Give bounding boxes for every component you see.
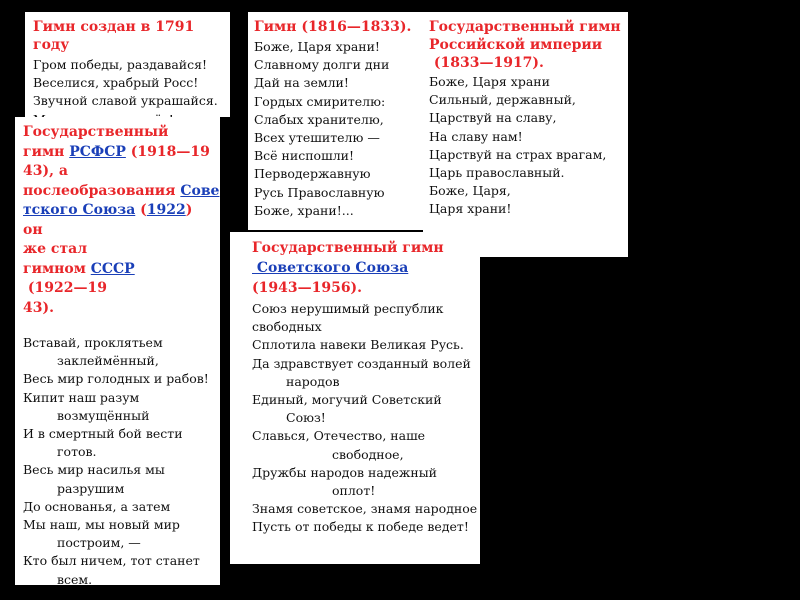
verse-line: Боже, Царя храни! <box>254 39 380 54</box>
verse-line: На славу нам! <box>429 128 523 144</box>
title-ussr <box>252 238 474 298</box>
verse-line: Царствуй на славу, <box>429 110 557 126</box>
verse-line: Гордых смирителю: <box>254 93 386 109</box>
title-line: 43). <box>23 299 54 316</box>
ussr-link[interactable]: СССР <box>90 260 135 277</box>
verse-line: свободных <box>252 319 322 335</box>
panel-ussr <box>230 232 480 564</box>
verse-line: Всё ниспошли! <box>254 148 354 164</box>
verse-line: Славному долги дни <box>254 57 390 73</box>
title-text: послеобразования <box>23 182 181 199</box>
verse-line: Знамя советское, знамя народное <box>252 501 478 517</box>
verse-line: Кто был ничем, тот станет <box>23 553 200 569</box>
verse-line: Весь мир голодных и рабов! <box>23 371 209 387</box>
title-line: Государственный <box>23 124 169 140</box>
panel-rsfsr <box>15 117 220 585</box>
title-line <box>23 201 212 240</box>
verse-line: Мы наш, мы новый мир <box>23 517 180 533</box>
verse-line: И в смертный бой вести <box>23 426 183 442</box>
title-line: же стал <box>23 241 88 257</box>
verse-line: Да здравствует созданный волей <box>252 355 471 371</box>
verse-line: Веселися, храбрый Росс! <box>33 75 199 91</box>
verse-line: Дай на земли! <box>254 75 349 91</box>
verse-line: Союз нерушимый республик <box>252 301 444 316</box>
verse-line: Дружбы народов надежный <box>252 464 437 480</box>
panel-empire <box>423 12 628 257</box>
verse-line: народов <box>286 373 340 389</box>
title-line <box>23 143 212 163</box>
title-line: (1943—1956). <box>252 280 363 296</box>
verse-line: Царствуй на страх врагам, <box>429 146 607 162</box>
rsfsr-link[interactable]: РСФСР <box>69 143 126 160</box>
title-text: гимн <box>23 143 70 160</box>
verse-line: Гром победы, раздавайся! <box>33 57 208 72</box>
verse-line: Царя храни! <box>429 201 512 217</box>
verse-line: построим, — <box>57 535 141 551</box>
year-1922-link[interactable]: 1922 <box>146 202 186 218</box>
verse-line: Сплотила навеки Великая Русь. <box>252 337 464 353</box>
title-1791: Гимн создан в 1791 году <box>33 19 195 53</box>
verse-line: Вставай, проклятьем <box>23 335 163 350</box>
verse-line: Единый, могучий Советский <box>252 392 442 408</box>
verse-line: разрушим <box>57 480 125 496</box>
title-empire-2: Российской империи <box>429 37 603 53</box>
title-text: (1918—19 <box>125 143 210 160</box>
verse-line: Звучной славой украшайся. <box>33 93 218 109</box>
panel-1791 <box>25 12 230 117</box>
verse-line: Сильный, державный, <box>429 92 576 108</box>
verse-line: готов. <box>57 444 97 460</box>
verse-line: Слабых хранителю, <box>254 111 384 127</box>
soviet-union-link[interactable]: Сове <box>180 182 220 199</box>
verse-line: Кипит наш разум <box>23 389 140 405</box>
title-line: 43), а <box>23 163 68 179</box>
verse-line: Боже, храни!... <box>254 202 354 218</box>
verse-line: свободное, <box>332 446 404 462</box>
title-line <box>252 258 474 278</box>
verse-line: Весь мир насилья мы <box>23 462 165 478</box>
title-rsfsr <box>23 123 220 318</box>
title-line: Государственный гимн <box>252 240 444 256</box>
title-empire-1: Государственный гимн <box>429 19 621 35</box>
title-1816: Гимн (1816—1833). <box>254 19 412 35</box>
verse-line: Пусть от победы к победе ведет! <box>252 519 469 535</box>
soviet-union-link-cont[interactable]: тского Союза <box>23 202 136 218</box>
title-text: (1922—19 <box>23 280 107 296</box>
verse-line: Перводержавную <box>254 166 371 182</box>
verse-line: Боже, Царя храни <box>429 74 550 89</box>
title-text: ) он <box>23 202 193 238</box>
soviet-union-link[interactable]: Советского Союза <box>252 260 409 276</box>
verse-line: Всех утешителю — <box>254 130 380 146</box>
verse-line: Союз! <box>286 410 326 426</box>
title-empire-3: (1833—1917). <box>429 55 544 71</box>
verse-line: Царь православный. <box>429 165 565 181</box>
verse-line: оплот! <box>332 483 376 499</box>
verse-line: всем. <box>57 571 93 587</box>
verse-line: Славься, Отечество, наше <box>252 428 426 444</box>
verse-line: До основанья, а затем <box>23 498 171 514</box>
title-text: гимном <box>23 260 91 277</box>
title-text: ( <box>135 202 147 218</box>
title-line <box>23 260 212 299</box>
verse-line: Русь Православную <box>254 184 385 200</box>
verse-line: Боже, Царя, <box>429 183 511 199</box>
verse-line: возмущённый <box>57 407 150 423</box>
verse-line: заклеймённый, <box>57 353 159 369</box>
panel-1816 <box>248 12 428 230</box>
title-line <box>23 182 220 202</box>
